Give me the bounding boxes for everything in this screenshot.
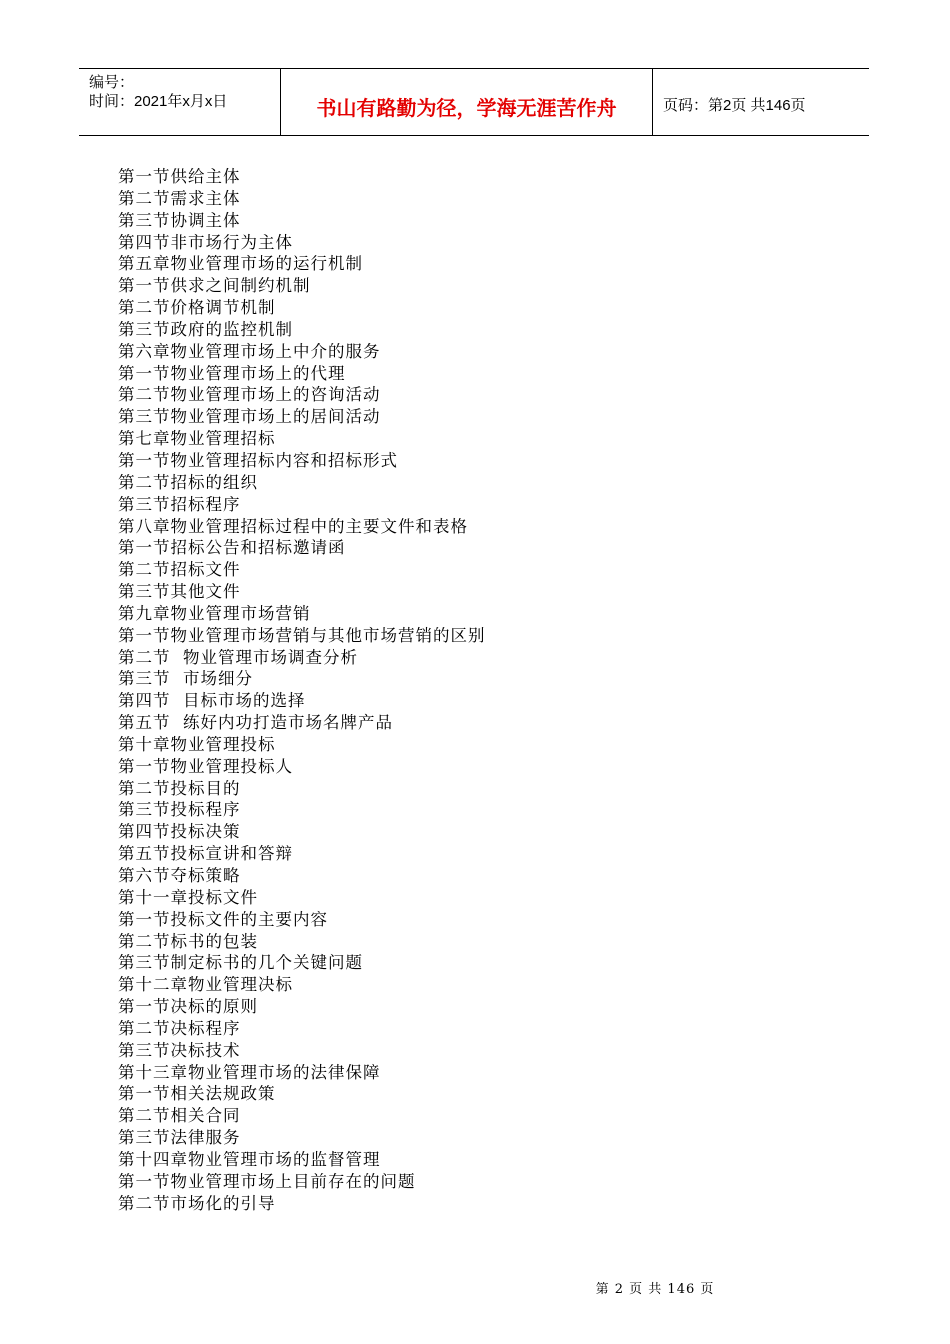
- toc-item: 第七章物业管理招标: [118, 429, 276, 449]
- toc-item: 第一节物业管理市场营销与其他市场营销的区别: [118, 625, 486, 645]
- toc-item: 第十章物业管理投标: [118, 734, 276, 754]
- toc-item: 第二节 物业管理市场调查分析: [118, 647, 358, 667]
- code-label: 编号：: [89, 74, 135, 91]
- toc-item: 第一节物业管理投标人: [118, 756, 293, 776]
- toc-item: 第八章物业管理招标过程中的主要文件和表格: [118, 516, 468, 536]
- toc-item: 第二节价格调节机制: [118, 298, 276, 318]
- header-meta: [79, 69, 281, 135]
- toc-item: 第二节标书的包装: [118, 931, 258, 951]
- toc-item: 第六章物业管理市场上中介的服务: [118, 341, 381, 361]
- toc-item: 第十一章投标文件: [118, 887, 258, 907]
- toc-item: 第三节招标程序: [118, 494, 241, 514]
- page-header: [79, 68, 869, 136]
- date-text: 时间：2021年x月x日: [89, 93, 228, 110]
- toc-item: 第二节决标程序: [118, 1018, 241, 1038]
- toc-item: 第一节物业管理市场上目前存在的问题: [118, 1171, 416, 1191]
- toc-item: 第二节投标目的: [118, 778, 241, 798]
- toc-item: 第三节政府的监控机制: [118, 319, 293, 339]
- page-footer: 第 2 页 共 146 页: [595, 1282, 715, 1297]
- toc-item: 第一节招标公告和招标邀请函: [118, 538, 346, 558]
- table-of-contents: [118, 166, 486, 1215]
- header-motto: 书山有路勤为径，学海无涯苦作舟: [281, 69, 653, 135]
- toc-item: 第一节相关法规政策: [118, 1084, 276, 1104]
- toc-item: 第一节投标文件的主要内容: [118, 909, 328, 929]
- toc-item: 第四节非市场行为主体: [118, 232, 293, 252]
- toc-item: 第一节供给主体: [118, 167, 241, 186]
- toc-item: 第十二章物业管理决标: [118, 975, 293, 995]
- toc-item: 第五节 练好内功打造市场名牌产品: [118, 713, 393, 733]
- toc-item: 第一节物业管理招标内容和招标形式: [118, 450, 398, 470]
- toc-item: 第二节相关合同: [118, 1106, 241, 1126]
- toc-item: 第二节物业管理市场上的咨询活动: [118, 385, 381, 405]
- toc-item: 第四节 目标市场的选择: [118, 691, 306, 711]
- toc-item: 第十四章物业管理市场的监督管理: [118, 1149, 381, 1169]
- toc-item: 第二节招标的组织: [118, 472, 258, 492]
- toc-item: 第四节投标决策: [118, 822, 241, 842]
- toc-item: 第一节物业管理市场上的代理: [118, 363, 346, 383]
- header-page-info: 页码：第2页 共146页: [663, 96, 806, 114]
- toc-item: 第五章物业管理市场的运行机制: [118, 254, 363, 274]
- toc-item: 第三节制定标书的几个关键问题: [118, 953, 363, 973]
- toc-item: 第三节其他文件: [118, 582, 241, 602]
- toc-item: 第二节需求主体: [118, 188, 241, 208]
- toc-item: 第二节市场化的引导: [118, 1193, 276, 1213]
- toc-item: 第一节决标的原则: [118, 997, 258, 1017]
- toc-item: 第九章物业管理市场营销: [118, 603, 311, 623]
- toc-item: 第三节 市场细分: [118, 669, 253, 689]
- toc-item: 第十三章物业管理市场的法律保障: [118, 1062, 381, 1082]
- toc-item: 第六节夺标策略: [118, 866, 241, 885]
- toc-item: 第三节决标技术: [118, 1040, 241, 1060]
- toc-item: 第三节协调主体: [118, 210, 241, 230]
- toc-item: 第三节法律服务: [118, 1128, 241, 1148]
- toc-item: 第三节投标程序: [118, 800, 241, 820]
- toc-item: 第二节招标文件: [118, 560, 241, 580]
- toc-item: 第一节供求之间制约机制: [118, 276, 311, 296]
- toc-item: 第三节物业管理市场上的居间活动: [118, 407, 381, 427]
- toc-item: 第五节投标宣讲和答辩: [118, 844, 293, 864]
